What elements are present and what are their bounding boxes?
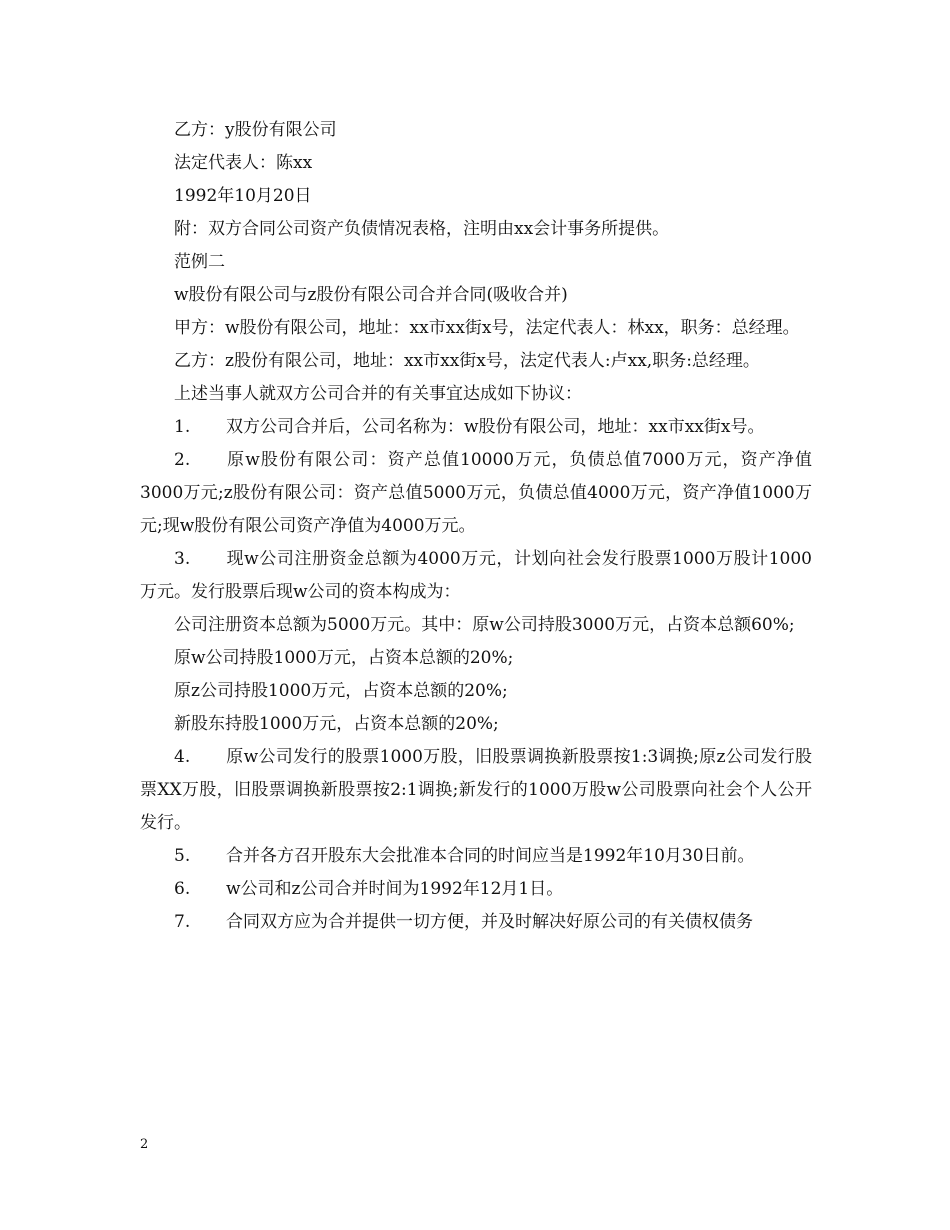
clause-number: 1. — [174, 417, 191, 437]
document-body — [140, 114, 812, 939]
party-b-paragraph: 乙方：z股份有限公司，地址：xx市xx街x号，法定代表人:卢xx,职务:总经理。 — [174, 351, 760, 371]
attachment-note: 附：双方合同公司资产负债情况表格，注明由xx会计事务所提供。 — [174, 219, 670, 239]
capital-summary: 公司注册资本总额为5000万元。其中：原w公司持股3000万元，占资本总额60%; — [174, 615, 795, 635]
clause-6 — [140, 873, 812, 906]
clause-4 — [140, 741, 812, 840]
page-number: 2 — [140, 1137, 149, 1152]
clause-1 — [140, 411, 812, 444]
clause-number: 5. — [174, 846, 191, 866]
clause-7 — [140, 906, 812, 939]
clause-2 — [140, 444, 812, 543]
clause-number: 7. — [174, 912, 191, 932]
clause-text: 原w股份有限公司：资产总值10000万元，负债总值7000万元，资产净值3000万元;z股份有限公司：资产总值5000万元，负债总值4000万元，资产净值1000万元;现w股份有限公司资产净值为4000万元。 — [140, 450, 812, 536]
date-line: 1992年10月20日 — [174, 186, 312, 206]
party-b-line: 乙方：y股份有限公司 — [174, 120, 337, 140]
clause-number: 6. — [174, 879, 191, 899]
capital-line-z: 原z公司持股1000万元，占资本总额的20%; — [174, 681, 508, 701]
agreement-intro: 上述当事人就双方公司合并的有关事宜达成如下协议： — [174, 384, 582, 404]
clause-text: 原w公司发行的股票1000万股，旧股票调换新股票按1:3调换;原z公司发行股票XX万股，旧股票调换新股票按2:1调换;新发行的1000万股w公司股票向社会个人公开发行。 — [140, 747, 812, 833]
contract-title: w股份有限公司与z股份有限公司合并合同(吸收合并) — [174, 285, 568, 305]
clause-number: 2. — [174, 450, 191, 470]
capital-line-new: 新股东持股1000万元，占资本总额的20%; — [174, 714, 499, 734]
clause-text: 合同双方应为合并提供一切方便，并及时解决好原公司的有关债权债务 — [226, 912, 753, 932]
example-heading: 范例二 — [174, 252, 225, 272]
clause-text: 双方公司合并后，公司名称为：w股份有限公司，地址：xx市xx街x号。 — [226, 417, 765, 437]
clause-number: 4. — [174, 747, 191, 767]
clause-text: w公司和z公司合并时间为1992年12月1日。 — [226, 879, 564, 899]
clause-text: 现w公司注册资金总额为4000万元，计划向社会发行股票1000万股计1000万元。发行股票后现w公司的资本构成为： — [140, 549, 812, 602]
party-a-paragraph: 甲方：w股份有限公司，地址：xx市xx街x号，法定代表人：林xx，职务：总经理。 — [174, 318, 800, 338]
clause-number: 3. — [174, 549, 191, 569]
legal-representative-line: 法定代表人：陈xx — [174, 153, 313, 173]
capital-line-w: 原w公司持股1000万元，占资本总额的20%; — [174, 648, 514, 668]
clause-5 — [140, 840, 812, 873]
clause-3 — [140, 543, 812, 609]
clause-text: 合并各方召开股东大会批准本合同的时间应当是1992年10月30日前。 — [226, 846, 755, 866]
